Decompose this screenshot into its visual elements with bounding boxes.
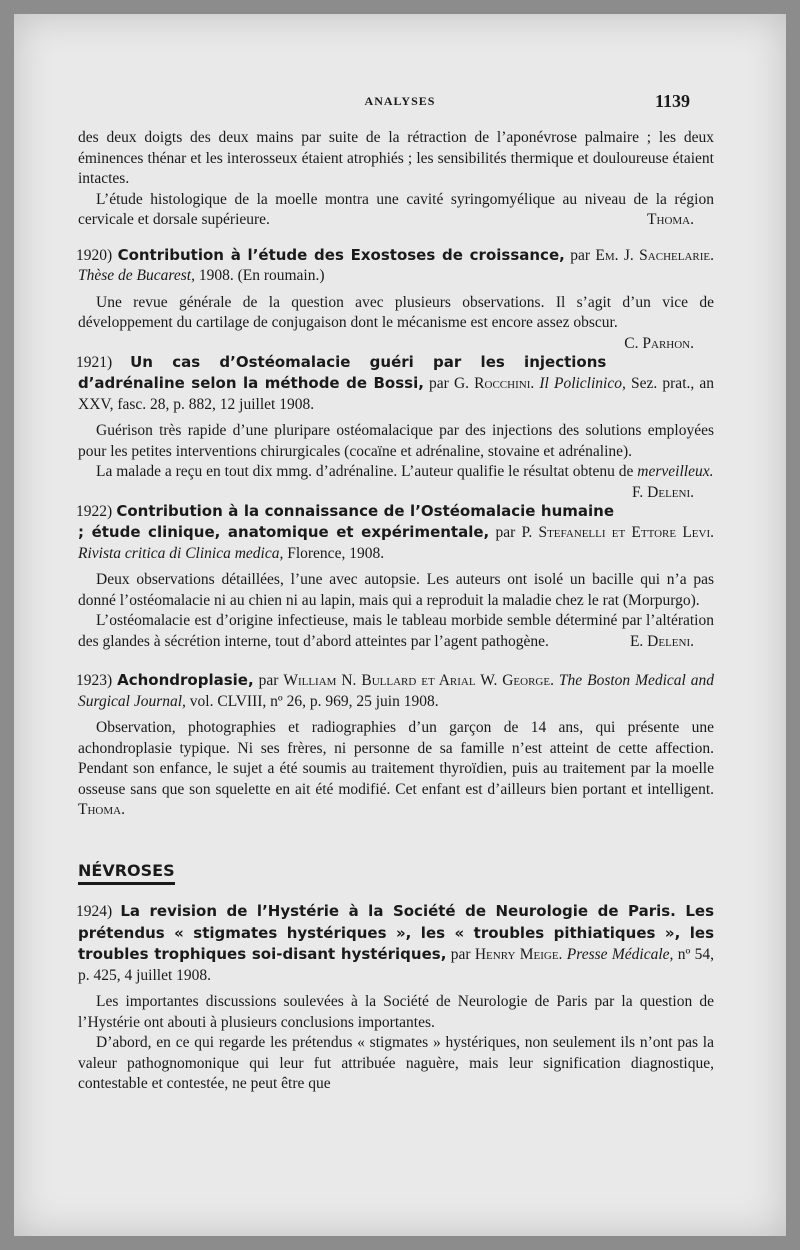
entry-body: La malade a reçu en tout dix mmg. d’adrénaline. L’auteur qualifie le résultat obtenu de merveilleux. F. Deleni. bbox=[78, 462, 714, 483]
entry-body: Guérison très rapide d’une pluripare ostéomalacique par des injections des solutions employées pour les petites interventions chirurgicales (cocaïne et adrénaline, stovaine et adrénaline). bbox=[78, 422, 714, 460]
entry-number: 1922) bbox=[76, 502, 113, 520]
signature: F. Deleni. bbox=[632, 483, 694, 501]
entry-1923 bbox=[78, 670, 714, 821]
entry-title: Achondroplasie, bbox=[117, 671, 254, 689]
entry-1921 bbox=[76, 352, 715, 501]
entry-body: L’ostéomalacie est d’origine infectieuse, mais le tableau morbide semble déterminé par l’altération des glandes à sécrétion interne, tout d’abord atteintes par l’agent pathogène. E. Deleni. bbox=[78, 611, 714, 652]
entry-1924 bbox=[78, 901, 714, 1095]
running-head bbox=[14, 91, 786, 114]
page bbox=[14, 14, 786, 1236]
signature: C. Parhon. bbox=[624, 334, 694, 352]
entry-author: William N. Bullard et Arial W. George. bbox=[283, 672, 554, 689]
entry-1922 bbox=[78, 501, 714, 653]
entry-title: La revision de l’Hystérie à la Société de Neurologie de Paris. Les prétendus « stigmates hystériques », les « troubles pithiatiques », les troubles trophiques soi-disant hystériques, bbox=[78, 902, 715, 963]
page-number: 1139 bbox=[654, 91, 690, 111]
entry-heading: 1920) Contribution à l’étude des Exostoses de croissance, par Em. J. Sachelarie. Thèse de Bucarest, 1908. (En roumain.) bbox=[76, 245, 715, 284]
entry-body: Observation, photographies et radiographies d’un garçon de 14 ans, qui présente une achondroplasie typique. Ni ses frères, ni personne de sa famille n’est atteint de cette affection. Pendant son enfance, le sujet a été soumis au traitement thyroïdien, puis au traitement par la moelle osseuse sans que son squelette en ait été modifié. Cet enfant est d’ailleurs bien portant et intelligent. Thoma. bbox=[78, 719, 714, 818]
signature: Thoma. bbox=[78, 801, 125, 818]
entry-author: P. Stefanelli et Ettore Levi. bbox=[521, 524, 714, 541]
entry-heading: 1922) Contribution à la connaissance de l’Ostéomalacie humaine ; étude clinique, anatomique et expérimentale, par P. Stefanelli et Ettore Levi. Rivista critica di Clinica medica, Florence, 1908. bbox=[76, 501, 714, 562]
entry-number: 1923) bbox=[76, 672, 113, 689]
entry-author: Henry Meige. bbox=[474, 946, 563, 963]
continuation-paragraph: L’étude histologique de la moelle montra une cavité syringomyélique au niveau de la région cervicale et dorsale supérieure. Thoma. bbox=[78, 190, 714, 231]
text-block bbox=[78, 128, 714, 1095]
entry-title: Contribution à la connaissance de l’Ostéomalacie humaine ; étude clinique, anatomique et expérimentale, bbox=[78, 501, 615, 541]
entry-heading: 1924) La revision de l’Hystérie à la Société de Neurologie de Paris. Les prétendus « stigmates hystériques », les « troubles pithiatiques », les troubles trophiques soi-disant hystériques, par Henry Meige. Presse Médicale, nº 54, p. 425, 4 juillet 1908. bbox=[76, 902, 715, 984]
entry-source: Rivista critica di Clinica medica, bbox=[78, 544, 284, 562]
continuation-paragraph: des deux doigts des deux mains par suite de la rétraction de l’aponévrose palmaire ; les deux éminences thénar et les interosseux étaient atrophiés ; les sensibilités thermique et douloureuse étaient intactes. bbox=[78, 129, 714, 187]
entry-number: 1920) bbox=[76, 246, 113, 264]
entry-source: The Boston Medical and Surgical Journal, bbox=[78, 672, 715, 710]
entry-body: Les importantes discussions soulevées à la Société de Neurologie de Paris par la question de l’Hystérie ont abouti à plusieurs conclusions importantes. bbox=[78, 993, 714, 1031]
entry-body: Une revue générale de la question avec plusieurs observations. Il s’agit d’un vice de développement du cartilage de conjugaison dont le mécanisme est encore assez obscur. C. Parhon. bbox=[78, 293, 714, 334]
entry-source: Il Policlinico, bbox=[539, 375, 626, 392]
entry-body: Deux observations détaillées, l’une avec autopsie. Les auteurs ont isolé un bacille qui n’a pas donné l’ostéomalacie ni au chien ni au lapin, mais qui a reproduit la maladie chez le rat (Morpurgo). bbox=[78, 571, 714, 609]
signature: Thoma. bbox=[647, 211, 694, 228]
section-heading: NÉVROSES bbox=[78, 861, 175, 886]
entry-heading: 1923) Achondroplasie, par William N. Bullard et Arial W. George. The Boston Medical and Surgical Journal, vol. CLVIII, nº 26, p. 969, 25 juin 1908. bbox=[76, 671, 715, 710]
running-title: ANALYSES bbox=[364, 94, 436, 108]
entry-heading: 1921) Un cas d’Ostéomalacie guéri par les injections d’adrénaline selon la méthode de Bossi, par G. Rocchini. Il Policlinico, Sez. prat., an XXV, fasc. 28, p. 882, 12 juillet 1908. bbox=[76, 352, 715, 413]
entry-source: Thèse de Bucarest, bbox=[78, 267, 195, 284]
entry-title: Un cas d’Ostéomalacie guéri par les injections d’adrénaline selon la méthode de Bossi, bbox=[78, 352, 607, 392]
entry-number: 1921) bbox=[76, 353, 113, 371]
signature: E. Deleni. bbox=[629, 632, 694, 650]
entry-1920 bbox=[76, 245, 715, 352]
entry-number: 1924) bbox=[76, 903, 113, 920]
entry-body: D’abord, en ce qui regarde les prétendus « stigmates » hystériques, non seulement ils n’ont pas la valeur pathognomonique qui leur fut attribuée naguère, mais leur signification diagnostique, contestable et contestée, ne peut être que bbox=[78, 1034, 714, 1092]
entry-title: Contribution à l’étude des Exostoses de croissance, bbox=[117, 245, 565, 264]
entry-author: G. Rocchini. bbox=[453, 375, 535, 392]
entry-source: Presse Médicale, bbox=[566, 946, 674, 963]
entry-author: Em. J. Sachelarie. bbox=[595, 246, 715, 264]
